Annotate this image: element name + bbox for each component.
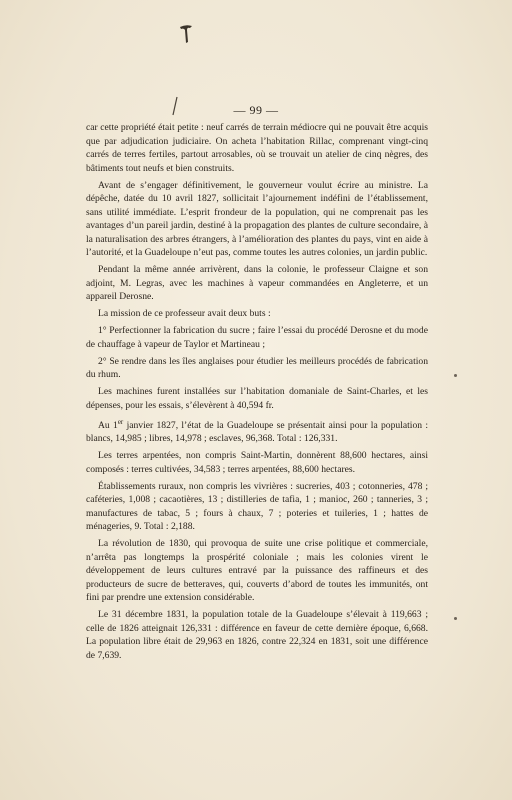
margin-speck — [454, 617, 457, 620]
ink-mark-icon — [178, 22, 194, 46]
paragraph: Les terres arpentées, non compris Saint-Martin, donnèrent 88,600 hectares, ainsi composés : terres cultivées, 34,583 ; terres arpentées, 88,600 hectares. — [86, 450, 428, 475]
paragraph: La mission de ce professeur avait deux buts : — [98, 308, 271, 319]
page-number: — 99 — — [233, 103, 279, 117]
body-text — [86, 121, 428, 666]
paragraph: 2° Se rendre dans les îles anglaises pour étudier les meilleurs procédés de fabrication du rhum. — [86, 355, 428, 380]
jan-prefix: Au 1 — [98, 419, 118, 431]
paragraph: La révolution de 1830, qui provoqua de suite une crise politique et commerciale, n’arrêta pas longtemps la prospérité coloniale ; mais les colonies virent le développement de leurs cultures entravé par la puissance des raffineurs et des producteurs de sucre de betteraves, qui, couverts d’abord de toutes les immunités, ont fini par prendre une extension considérable. — [86, 538, 428, 604]
paragraph: 1° Perfectionner la fabrication du sucre ; faire l’essai du procédé Derosne et du mode de chauffage à vapeur de Taylor et Martineau ; — [86, 325, 428, 350]
jan-text: janvier 1827, l’état de la Guadeloupe se présentait ainsi pour la population : blancs, 14,985 ; libres, 14,978 ; esclaves, 96,368. Total : 126,331. — [86, 419, 429, 445]
paragraph: Établissements ruraux, non compris les vivrières : sucreries, 403 ; cotonneries, 478 ; caféteries, 1,008 ; cacaotières, 13 ; distilleries de tafia, 1 ; manioc, 260 ; tanneries, 3 ; manufactures de tabac, 5 ; fours à chaux, 7 ; poteries et tuileries, 1 ; hattes de ménageries, 9. Total : 2,188. — [86, 480, 428, 533]
paragraph: Les machines furent installées sur l’habitation domaniale de Saint-Charles, et les dépenses, pour les essais, s’élevèrent à 40,594 fr. — [86, 386, 428, 411]
paragraph: Le 31 décembre 1831, la population totale de la Guadeloupe s’élevait à 119,663 ; celle de 1826 atteignait 126,331 : différence en faveur de cette dernière époque, 6,668. La population libre était de 29,963 en 1826, contre 22,324 en 1831, soit une différence de 7,639. — [86, 609, 428, 661]
paragraph-january — [86, 416, 428, 446]
jan-superscript: er — [117, 417, 124, 426]
paragraph: Avant de s’engager définitivement, le gouverneur voulut écrire au ministre. La dépêche, datée du 10 avril 1827, sollicitait l’ajournement indéfini de l’établissement, sans utilité immédiate. L’esprit frondeur de la population, qui ne comprenait pas les avantages d’un pareil jardin, destiné à la propagation des plantes de culture secondaire, à la naturalisation des arbres étrangers, à l’amélioration des plantes du pays, vint en aide à l’autorité, et la Guadeloupe n’eut pas, comme toutes les autres colonies, un jardin public. — [86, 179, 428, 258]
paragraph: Pendant la même année arrivèrent, dans la colonie, le professeur Claigne et son adjoint, M. Legras, avec les machines à vapeur commandées en Angleterre, et un appareil Derosne. — [86, 264, 428, 302]
paragraph: car cette propriété était petite : neuf carrés de terrain médiocre qui ne pouvait être acquis que par adjudication judiciaire. On acheta l’habitation Rillac, comprenant vingt-cinq carrés de terres fertiles, partout arrosables, où se trouvait un atelier de cinq nègres, des bâtiments tout neufs et bien construits. — [86, 122, 428, 174]
margin-speck — [454, 374, 457, 377]
